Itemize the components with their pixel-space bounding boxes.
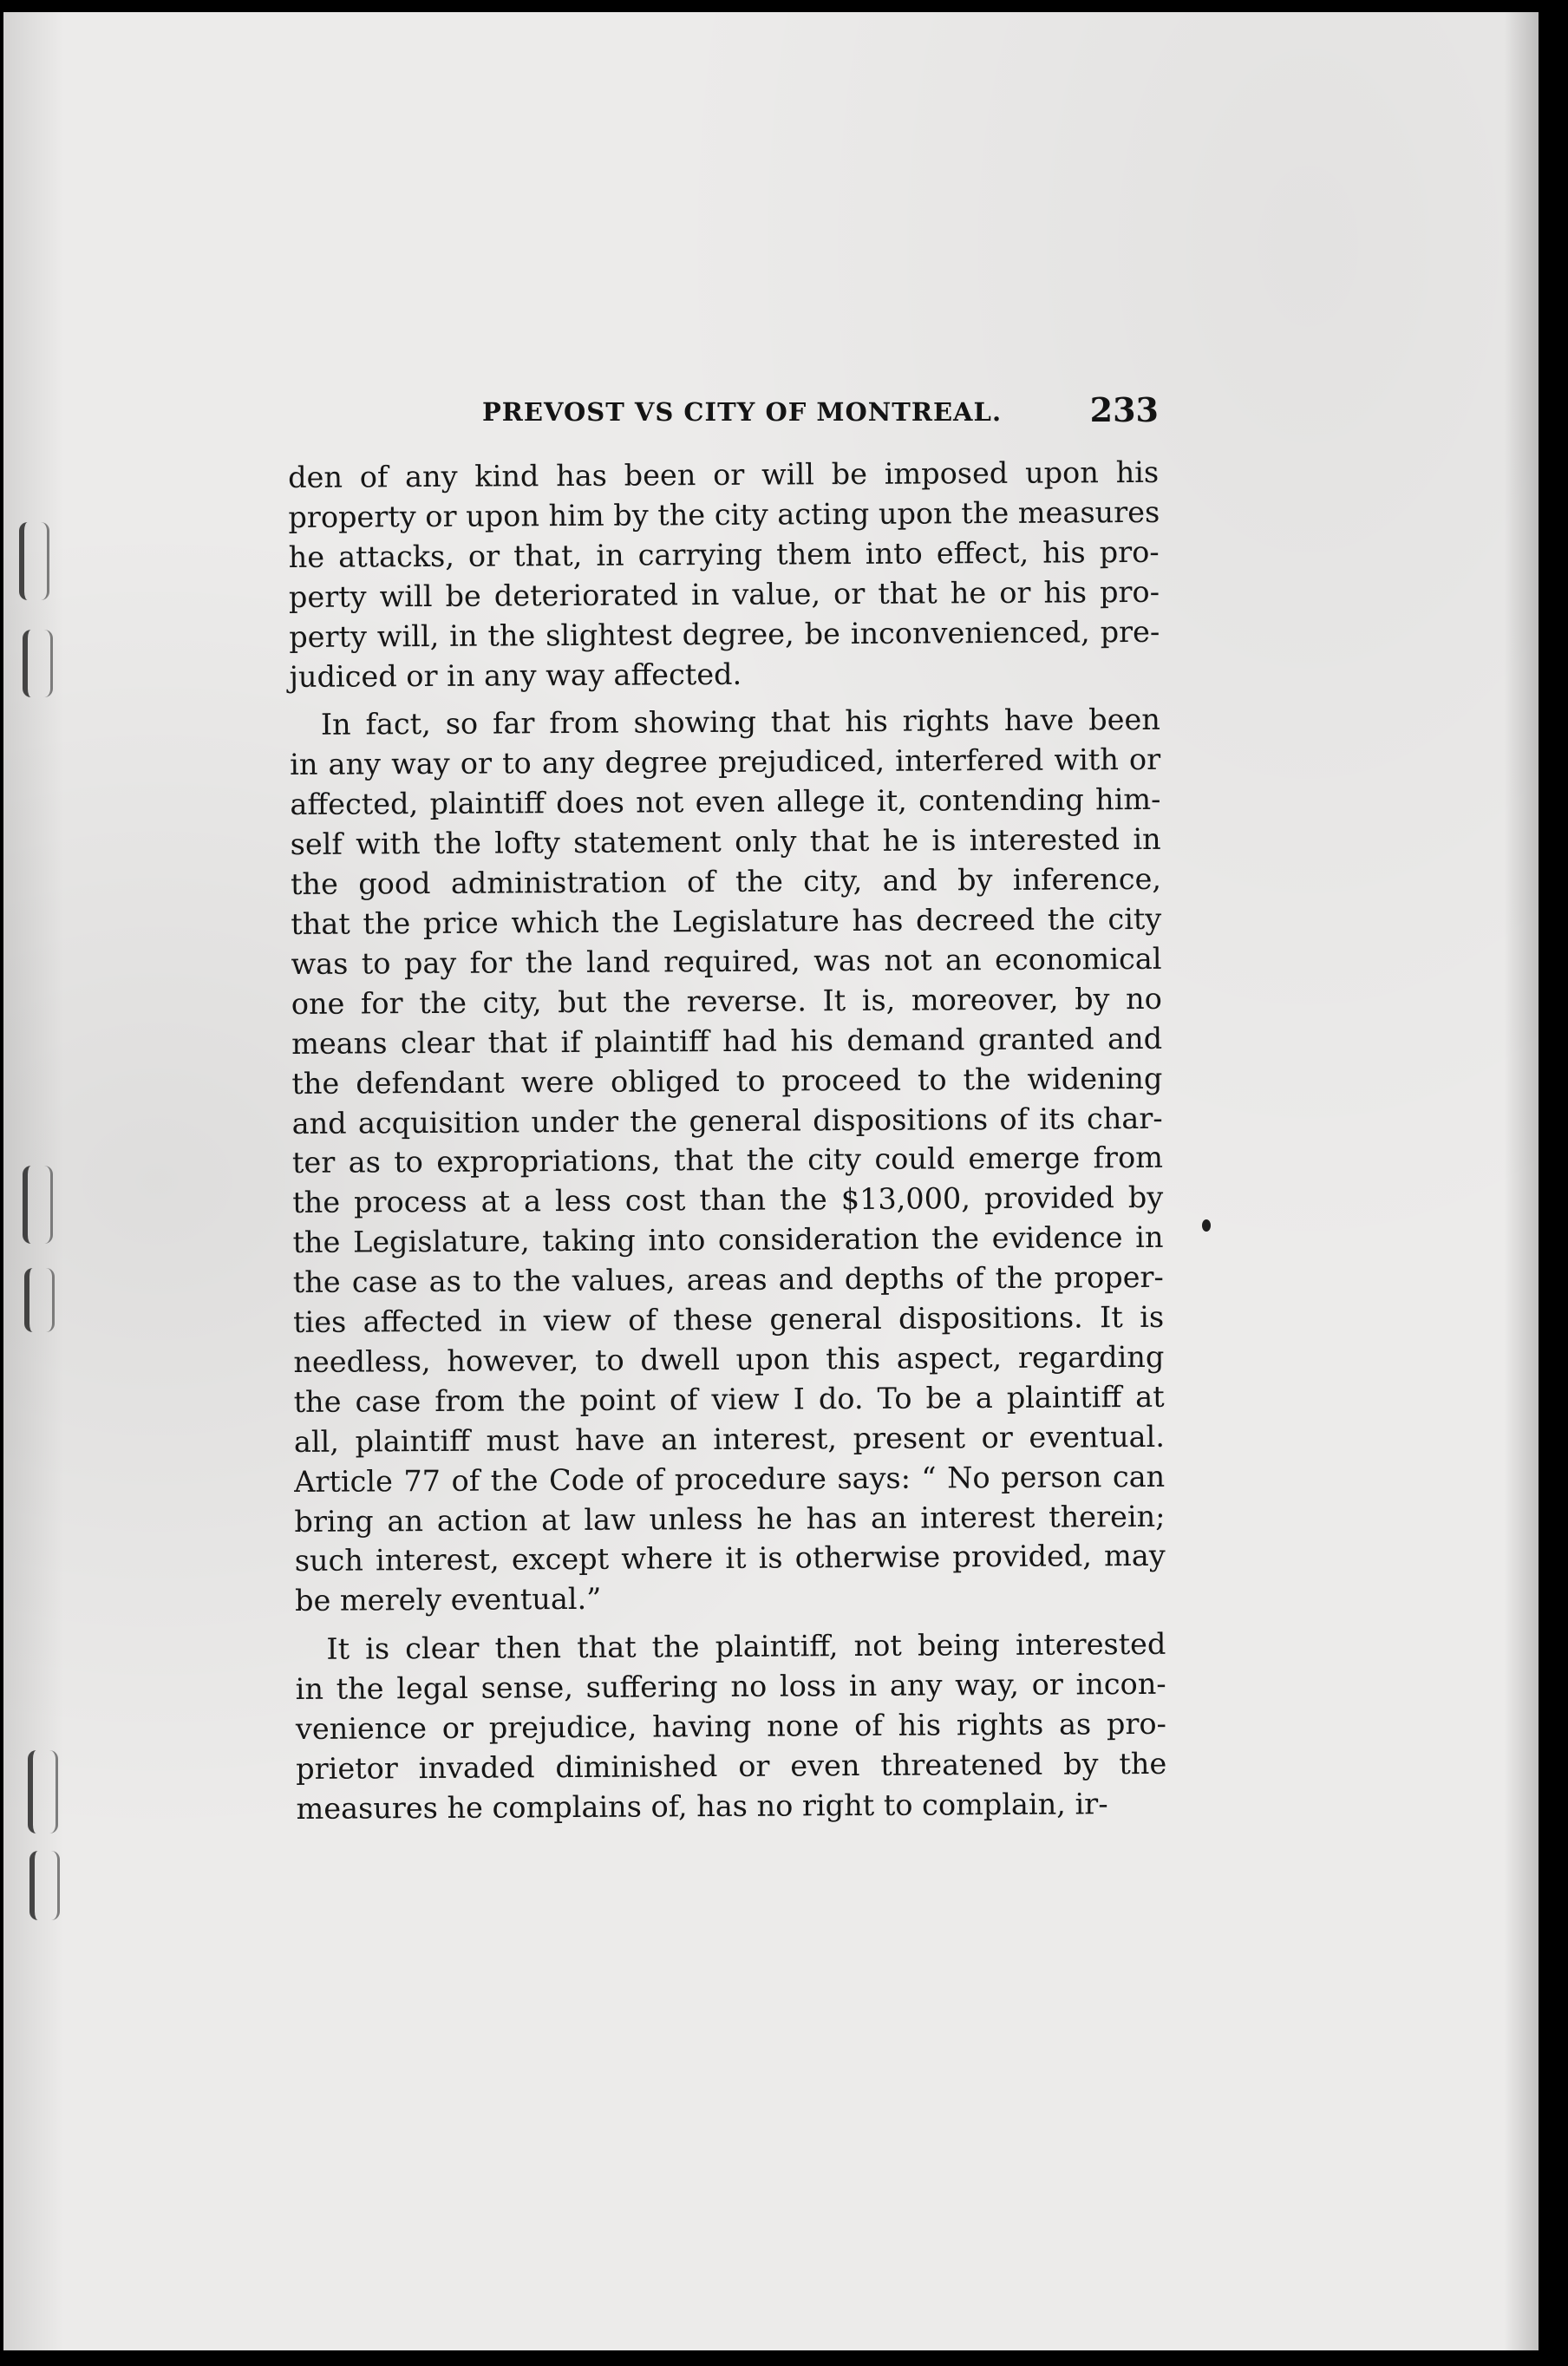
text-line: venience or prejudice, having none of his rights as pro- [295,1706,1167,1747]
body-text [288,453,1167,1829]
binding-stitch-mark [19,522,49,600]
binding-stitch-mark [29,1851,60,1920]
text-line: in the legal sense, suffering no loss in any way, or incon- [295,1667,1166,1707]
page-header [482,390,1159,442]
text-line: perty will, in the slightest degree, be inconvenienced, pre- [289,614,1160,654]
text-line: in any way or to any degree prejudiced, interfered with or [290,742,1161,782]
text-line: measures he complains of, has no right to complain, ir- [296,1787,1108,1826]
text-line: means clear that if plaintiff had his demand granted and [291,1021,1163,1061]
paragraph [295,1624,1166,1829]
text-line: all, plaintiff must have an interest, present or eventual. [293,1419,1166,1459]
binding-stitch-mark [23,630,53,697]
paragraph [288,453,1160,697]
page-edge-shadow [1504,12,1539,2350]
text-line: be merely eventual.” [294,1582,602,1618]
text-line: self with the lofty statement only that he is interested in [290,822,1161,862]
text-line: one for the city, but the reverse. It is, moreover, by no [291,981,1162,1021]
text-line: ter as to expropriations, that the city could emerge from [291,1141,1164,1180]
text-line: the case from the point of view I do. To be a plaintiff at [293,1379,1165,1419]
page-number: 233 [1089,390,1159,429]
text-line: the defendant were obliged to proceed to the widening [291,1061,1163,1101]
text-line: the case as to the values, areas and depths of the proper- [292,1259,1164,1300]
text-line: affected, plaintiff does not even allege it, contending him- [290,782,1161,822]
text-line: such interest, except where it is otherwise provided, may [294,1539,1166,1578]
text-line: the Legislature, taking into consideration the evidence in [292,1220,1164,1260]
text-line: needless, however, to dwell upon this aspect, regarding [293,1339,1165,1379]
text-line: judiced or in any way affected. [289,657,742,694]
text-line: property or upon him by the city acting upon the measures [288,494,1160,534]
text-line: the good administration of the city, and by inference, [290,861,1162,902]
text-line: bring an action at law unless he has an interest therein; [294,1499,1166,1539]
book-page [3,12,1539,2350]
binding-stitch-mark [24,1268,55,1332]
text-line: den of any kind has been or will be imposed upon his [288,454,1160,494]
paragraph [290,700,1166,1621]
text-line: the process at a less cost than the $13,000, provided by [292,1180,1164,1220]
text-line: In fact, so far from showing that his rights have been [320,703,1160,742]
text-line: and acquisition under the general dispositions of its char- [291,1101,1163,1141]
text-line: that the price which the Legislature has decreed the city [291,901,1162,941]
binding-stitch-mark [28,1750,58,1833]
text-line: he attacks, or that, in carrying them into effect, his pro- [288,534,1160,574]
text-line: ties affected in view of these general dispositions. It is [292,1299,1165,1340]
binding-stitch-mark [23,1166,53,1244]
ink-speck [1202,1219,1211,1232]
text-line: was to pay for the land required, was not an economical [291,941,1162,981]
text-line: perty will be deteriorated in value, or that he or his pro- [288,574,1160,614]
running-head: PREVOST VS CITY OF MONTREAL. [482,397,1003,427]
text-line: prietor invaded diminished or even threatened by the [296,1746,1167,1786]
text-line: It is clear then that the plaintiff, not being interested [326,1627,1166,1667]
text-line: Article 77 of the Code of procedure says: “ No person can [294,1459,1166,1499]
